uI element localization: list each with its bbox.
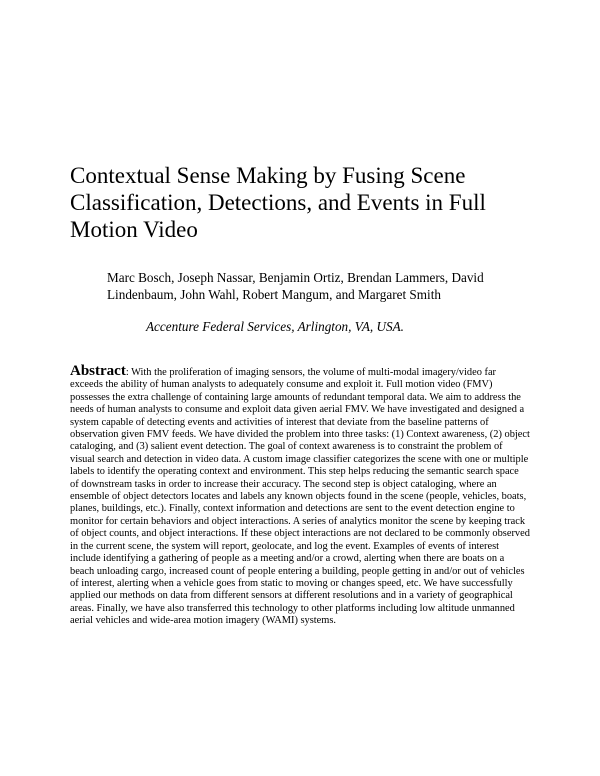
author-list: Marc Bosch, Joseph Nassar, Benjamin Ortiz, Brendan Lammers, David Lindenbaum, John Wahl, Robert Mangum, and Margaret Smith [107, 270, 484, 302]
paper-title: Contextual Sense Making by Fusing Scene Classification, Detections, and Events in Full Motion Video [70, 163, 486, 242]
affiliation: Accenture Federal Services, Arlington, VA, USA. [146, 319, 404, 334]
abstract-body: : With the proliferation of imaging sensors, the volume of multi-modal imagery/video far exceeds the ability of human analysts to adequately consume and exploit it. Full motion video (FMV) possesses the extra challenge of containing large amounts of redundant temporal data. We aim to address the needs of human analysts to consume and exploit data given aerial FMV. We have investigated and designed a system capable of detecting events and activities of interest that deviate from the baseline patterns of observation given FMV feeds. We have divided the problem into three tasks: (1) Context awareness, (2) object cataloging, and (3) salient event detection. The goal of context awareness is to constraint the problem of visual search and detection in video data. A custom image classifier categorizes the scene with one or multiple labels to identify the operating context and environment. This step helps reducing the semantic search space of downstream tasks in order to increase their accuracy. The second step is object cataloging, where an ensemble of object detectors locates and labels any known objects found in the scene (people, vehicles, boats, planes, buildings, etc.). Finally, context information and detections are sent to the event detection engine to monitor for certain behaviors and object interactions. A series of analytics monitor the scene by keeping track of object counts, and object interactions. If these object interactions are not declared to be commonly observed in the current scene, the system will report, geolocate, and log the event. Examples of events of interest include identifying a gathering of people as a meeting and/or a crowd, alerting when there are boats on a beach unloading cargo, increased count of people entering a building, people getting in and/or out of vehicles of interest, alerting when a vehicle goes from static to moving or changes speed, etc. We have successfully applied our methods on data from different sensors at different resolutions and in a variety of geographical areas. Finally, we have also transferred this technology to other platforms including low altitude unmanned aerial vehicles and wide-area motion imagery (WAMI) systems. [70, 367, 530, 627]
abstract-heading: Abstract [70, 363, 126, 379]
abstract [70, 365, 530, 628]
